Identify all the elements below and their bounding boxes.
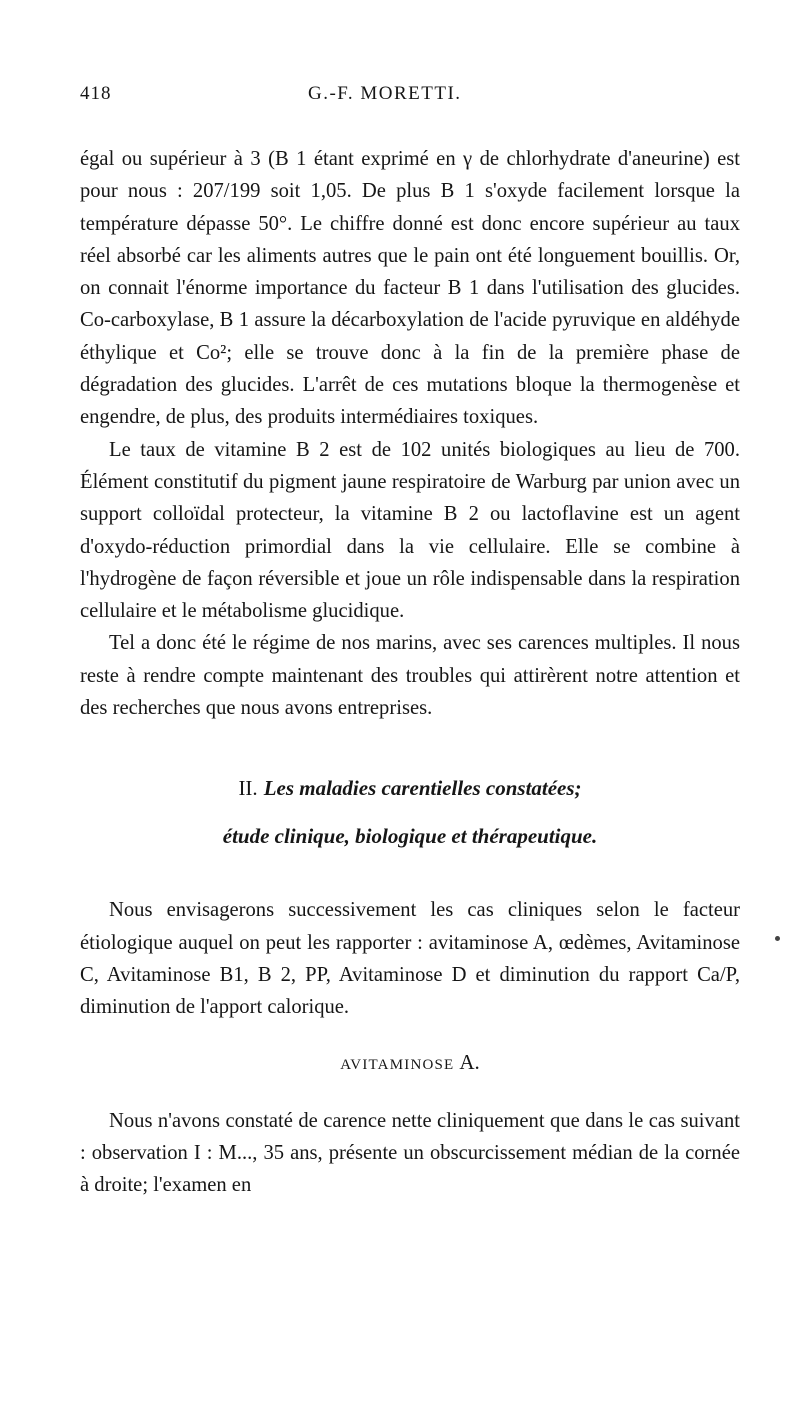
section-intro-paragraph: Nous envisagerons successivement les cas cliniques selon le facteur étiologique auquel on peut les rapporter : avitaminose A, œdèmes, Avitaminose C, Avitaminose B1, B 2, PP, Avitaminose D et diminution du rapport Ca/P, diminution de l'apport calorique. <box>80 899 740 1019</box>
subsection-heading <box>80 1050 740 1075</box>
section-title-text: Les maladies carentielles constatées; <box>263 776 582 801</box>
section-title-line2 <box>80 812 740 860</box>
section-heading <box>80 764 740 860</box>
body-paragraph: Tel a donc été le régime de nos marins, avec ses carences multiples. Il nous reste à rendre compte maintenant des troubles qui attirèrent notre attention et des recherches que nous avons entreprises. <box>80 632 740 720</box>
subsection-letter: A. <box>459 1049 480 1074</box>
section-title-line1 <box>80 764 740 812</box>
section-numeral: II. <box>238 776 258 801</box>
subsection-paragraph: Nous n'avons constaté de carence nette cliniquement que dans le cas suivant : observation I : M..., 35 ans, présente un obscurcissement médian de la cornée à droite; l'examen en <box>80 1109 740 1197</box>
section-subtitle-text: étude clinique, biologique et thérapeutique. <box>222 824 598 849</box>
page-number: 418 <box>80 83 112 104</box>
margin-speck <box>775 936 780 941</box>
body-paragraph: égal ou supérieur à 3 (B 1 étant exprimé en γ de chlorhydrate d'aneurine) est pour nous : 207/199 soit 1,05. De plus B 1 s'oxyde facilement lorsque la température dépasse 50°. Le chiffre donné est donc encore supérieur au taux réel absorbé car les aliments autres que le pain ont été longuement bouillis. Or, on connait l'énorme importance du facteur B 1 dans l'utilisation des glucides. Co-carboxylase, B 1 assure la décarboxylation de l'acide pyruvique en aldéhyde éthylique et Co²; elle se trouve donc à la fin de la première phase de dégradation des glucides. L'arrêt de ces mutations bloque la thermogenèse et engendre, de plus, des produits intermédiaires toxiques. <box>80 148 740 429</box>
body-paragraph: Le taux de vitamine B 2 est de 102 unités biologiques au lieu de 700. Élément constitutif du pigment jaune respiratoire de Warburg par union avec un support colloïdal protecteur, la vitamine B 2 ou lactoflavine est un agent d'oxydo-réduction primordial dans la vie cellulaire. Elle se combine à l'hydrogène de façon réversible et joue un rôle indispensable dans la respiration cellulaire et le métabolisme glucidique. <box>80 438 740 623</box>
subsection-label: AVITAMINOSE <box>340 1056 455 1073</box>
book-page <box>80 83 740 1201</box>
page-header <box>80 83 740 143</box>
running-head-author: G.-F. MORETTI. <box>308 83 462 104</box>
